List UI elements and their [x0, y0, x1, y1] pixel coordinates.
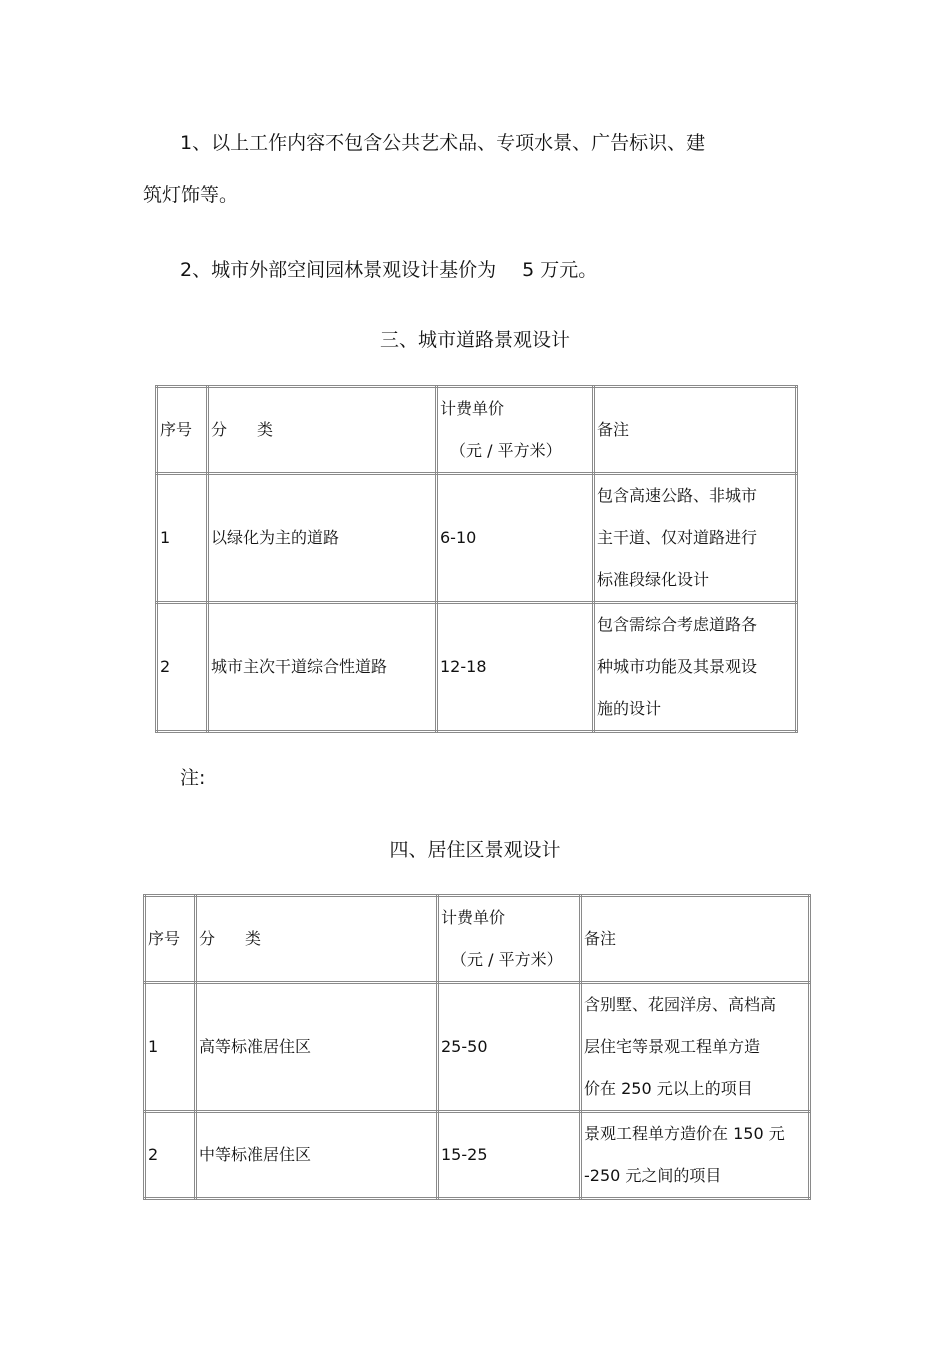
row-price: 6-10 — [437, 474, 594, 603]
row-no: 1 — [157, 474, 208, 603]
base-price-unit: 万元。 — [540, 259, 598, 281]
remark-line: 价在 250 元以上的项目 — [584, 1079, 753, 1098]
remark-line: 种城市功能及其景观设 — [597, 657, 758, 676]
header-category-b: 类 — [245, 929, 262, 948]
table-row — [157, 474, 797, 603]
row-price: 25-50 — [438, 983, 581, 1112]
row-category: 高等标准居住区 — [196, 983, 438, 1112]
header-category — [196, 896, 438, 983]
paragraph-2 — [180, 255, 597, 282]
base-price-value: 5 — [522, 259, 535, 281]
header-price-line-2: （元 / 平方米） — [450, 441, 562, 460]
section-3-title: 三、城市道路景观设计 — [379, 329, 570, 351]
base-price-label: 2、城市外部空间园林景观设计基价为 — [180, 259, 497, 281]
table-header-row — [145, 896, 810, 983]
remark-line: 标准段绿化设计 — [597, 570, 710, 589]
section-4-title: 四、居住区景观设计 — [389, 839, 561, 861]
header-category-b: 类 — [257, 420, 274, 439]
remark-line: 层住宅等景观工程单方造 — [584, 1037, 761, 1056]
table-header-row — [157, 387, 797, 474]
remark-line: 景观工程单方造价在 150 元 — [584, 1124, 785, 1143]
row-category: 以绿化为主的道路 — [208, 474, 437, 603]
row-price: 15-25 — [438, 1112, 581, 1199]
row-price: 12-18 — [437, 603, 594, 732]
table-row — [145, 1112, 810, 1199]
header-remark: 备注 — [594, 387, 797, 474]
row-remark — [594, 603, 797, 732]
header-price — [437, 387, 594, 474]
row-category: 中等标准居住区 — [196, 1112, 438, 1199]
header-category-a: 分 — [211, 420, 228, 439]
section-3-note: 注: — [180, 767, 206, 789]
header-no: 序号 — [145, 896, 196, 983]
road-landscape-table — [155, 385, 798, 733]
header-no: 序号 — [157, 387, 208, 474]
row-remark — [581, 983, 810, 1112]
paragraph-1-line-1: 1、以上工作内容不包含公共艺术品、专项水景、广告标识、建 — [180, 132, 706, 154]
row-remark — [581, 1112, 810, 1199]
remark-line: 包含需综合考虑道路各 — [597, 615, 758, 634]
table-row — [145, 983, 810, 1112]
row-remark — [594, 474, 797, 603]
row-no: 2 — [157, 603, 208, 732]
remark-line: 施的设计 — [597, 699, 662, 718]
header-price-line-2: （元 / 平方米） — [451, 950, 563, 969]
row-category: 城市主次干道综合性道路 — [208, 603, 437, 732]
row-no: 1 — [145, 983, 196, 1112]
header-price-line-1: 计费单价 — [441, 908, 506, 927]
remark-line: 主干道、仅对道路进行 — [597, 528, 758, 547]
remark-line: 包含高速公路、非城市 — [597, 486, 758, 505]
paragraph-1-line-2: 筑灯饰等。 — [143, 184, 239, 206]
header-remark: 备注 — [581, 896, 810, 983]
row-no: 2 — [145, 1112, 196, 1199]
remark-line: 含别墅、花园洋房、高档高 — [584, 995, 777, 1014]
header-price — [438, 896, 581, 983]
header-category-a: 分 — [199, 929, 216, 948]
table-row — [157, 603, 797, 732]
remark-line: -250 元之间的项目 — [584, 1166, 722, 1185]
residential-landscape-table — [143, 894, 811, 1200]
header-price-line-1: 计费单价 — [440, 399, 505, 418]
header-category — [208, 387, 437, 474]
